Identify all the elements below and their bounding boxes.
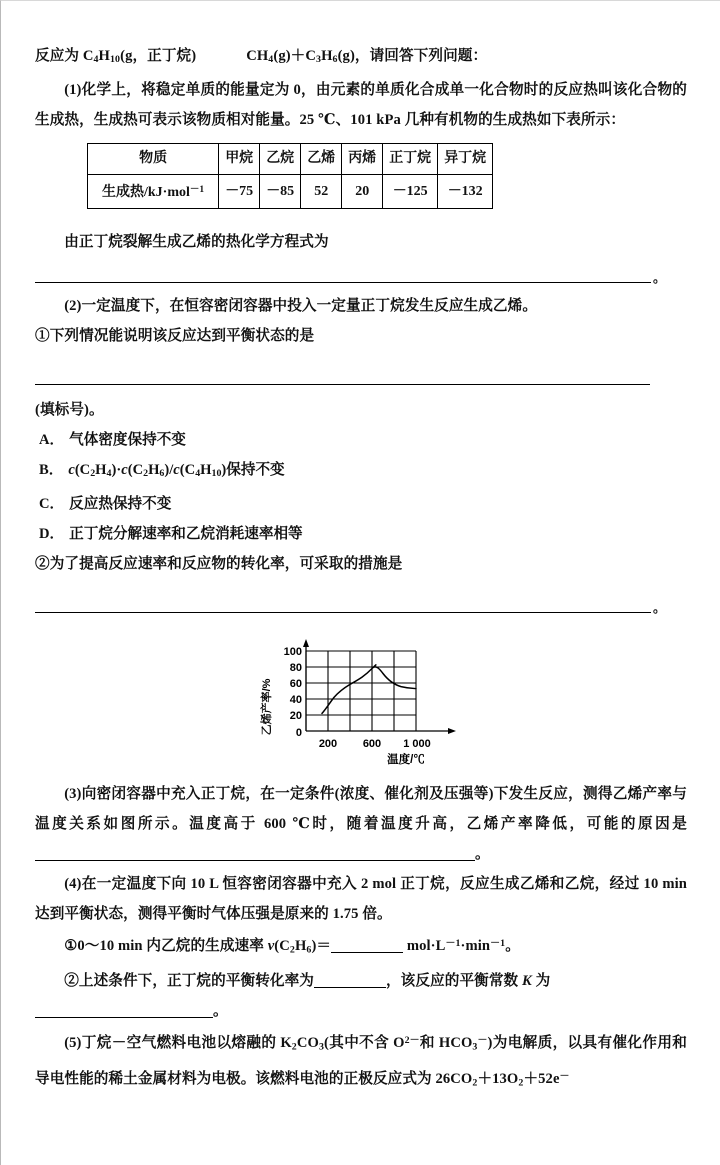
answer-rule-q2-2[interactable] [35,579,687,623]
answer-rule-line[interactable] [35,612,651,613]
x-tick-600: 600 [362,738,382,751]
chart-data-curve [322,665,416,714]
option-c[interactable] [35,489,687,519]
option-a[interactable] [35,425,687,455]
table-cell-substance-4: 正丁烷 [383,144,438,175]
question-1-text: (1)化学上，将稳定单质的能量定为 0，由元素的单质化合成单一化合物时的反应热叫该化合物的生成热，生成热可表示该物质相对能量。25 ℃、101 kPa 几种有机物的生成热如下表所示： [35,82,687,129]
y-tick-20: 20 [289,710,302,723]
option-d-label: D． [39,526,65,543]
question-2-sub1: ①下列情况能说明该反应达到平衡状态的是 [35,328,315,345]
formation-heat-table [87,143,493,209]
question-4-sub1: ①0～10 min 内乙烷的生成速率 $v(C_2H_6)= mol\cdot L^{-1}\cdot\min^{-1}$。 [64,938,520,956]
question-4-sub2-continued [35,996,687,1026]
table-header-formation-heat [88,175,219,209]
chart-y-axis-label: 乙烯产率/% [261,678,273,736]
answer-blank-q4-1[interactable] [331,952,403,953]
y-tick-40: 40 [289,694,302,707]
table-cell-value-1: －85 [260,175,301,209]
answer-rule-line[interactable] [35,384,650,385]
chart-y-tick-labels [284,646,302,739]
option-b-label: B． [39,462,64,479]
table-cell-substance-2: 乙烯 [301,144,342,175]
y-axis-arrow-icon [303,639,309,647]
x-tick-1000: 1 000 [403,738,431,751]
chart-grid [306,651,416,731]
chart-x-tick-labels [319,738,431,750]
table-header-substance: 物质 [88,144,219,175]
table-cell-value-3: 20 [342,175,383,209]
answer-rule-q2-1[interactable] [35,351,687,395]
table-cell-substance-0: 甲烷 [219,144,260,175]
table-header-formation-heat-exponent: －1 [189,185,205,196]
table-cell-value-2: 52 [301,175,342,209]
y-tick-0: 0 [295,727,302,740]
question-3-text [35,779,687,869]
question-5-text: (5)丁烷－空气燃料电池以熔融的 $K_2CO_3$(其中不含 $O^{2-}$和 $HCO_3^-$)为电解质，以具有催化作用和导电性能的稀土金属材料为电极。该燃料电池的正极反应式为 $26CO_2+13O_2+52e^-$ [35,1034,687,1089]
question-4-period: 。 [213,1002,228,1019]
table-row [88,175,493,209]
answer-rule-period: 。 [653,270,667,286]
question-2-fill-note: (填标号)。 [35,402,104,419]
option-c-label: C． [39,496,65,513]
chart-x-axis-label: 温度/℃ [387,754,425,767]
x-tick-200: 200 [318,738,338,751]
formation-heat-table-wrapper [87,143,687,209]
option-d[interactable] [35,519,687,549]
option-c-text: 反应热保持不变 [69,496,172,513]
answer-rule-period: 。 [653,600,667,616]
answer-rule-q3[interactable] [35,860,475,861]
table-header-formation-heat-text: 生成热/kJ·mol [102,185,190,201]
x-axis-arrow-icon [448,728,456,734]
answer-rule-line[interactable] [35,282,651,283]
option-d-text: 正丁烷分解速率和乙烷消耗速率相等 [69,526,303,543]
option-b[interactable] [35,455,687,489]
option-a-text: 气体密度保持不变 [69,432,186,449]
question-2-stem: (2)一定温度下，在恒容密闭容器中投入一定量正丁烷发生反应生成乙烯。 [64,298,538,315]
ethylene-yield-chart [35,637,687,767]
table-cell-value-4: －125 [383,175,438,209]
question-4-sub2: ②上述条件下，正丁烷的平衡转化率为 ，该反应的平衡常数 K 为 [64,972,551,989]
table-cell-substance-5: 异丁烷 [438,144,493,175]
table-row [88,144,493,175]
y-tick-60: 60 [289,678,302,691]
y-tick-80: 80 [289,662,302,675]
table-cell-value-0: －75 [219,175,260,209]
reaction-intro-line: 反应为 $C_4H_{10}(g$，正丁烷) $CH_4(g)+C_3H_6(g)$，请回答下列问题： [35,48,488,66]
answer-rule-q1[interactable] [35,257,687,291]
ethylene-yield-plot [256,637,466,767]
y-tick-100: 100 [283,646,302,659]
question-4-stem: (4)在一定温度下向 10 L 恒容密闭容器中充入 2 mol 正丁烷，反应生成乙烯和乙烷，经过 10 min 达到平衡状态，测得平衡时气体压强是原来的 1.75 倍。 [35,876,687,923]
question-2-sub2: ②为了提高反应速率和反应物的转化率，可采取的措施是 [35,556,403,573]
table-cell-substance-1: 乙烷 [260,144,301,175]
table-cell-substance-3: 丙烯 [342,144,383,175]
table-cell-value-5: －132 [438,175,493,209]
question-1-prompt: 由正丁烷裂解生成乙烯的热化学方程式为 [64,234,329,251]
answer-blank-q4-2[interactable] [314,987,386,988]
question-3-period: 。 [475,846,490,863]
option-a-label: A． [39,432,65,449]
option-b-text: $c(C_2H_4)\cdot c(C_2H_6)/c(C_4H_{10})$保持不变 [68,462,285,480]
answer-blank-q4-3[interactable] [35,1017,213,1018]
document-content [35,41,687,1098]
question-3-body: (3)向密闭容器中充入正丁烷，在一定条件(浓度、催化剂及压强等)下发生反应，测得乙烯产率与温度关系如图所示。温度高于 600 ℃时，随着温度升高，乙烯产率降低，可能的原因是 [35,786,687,833]
